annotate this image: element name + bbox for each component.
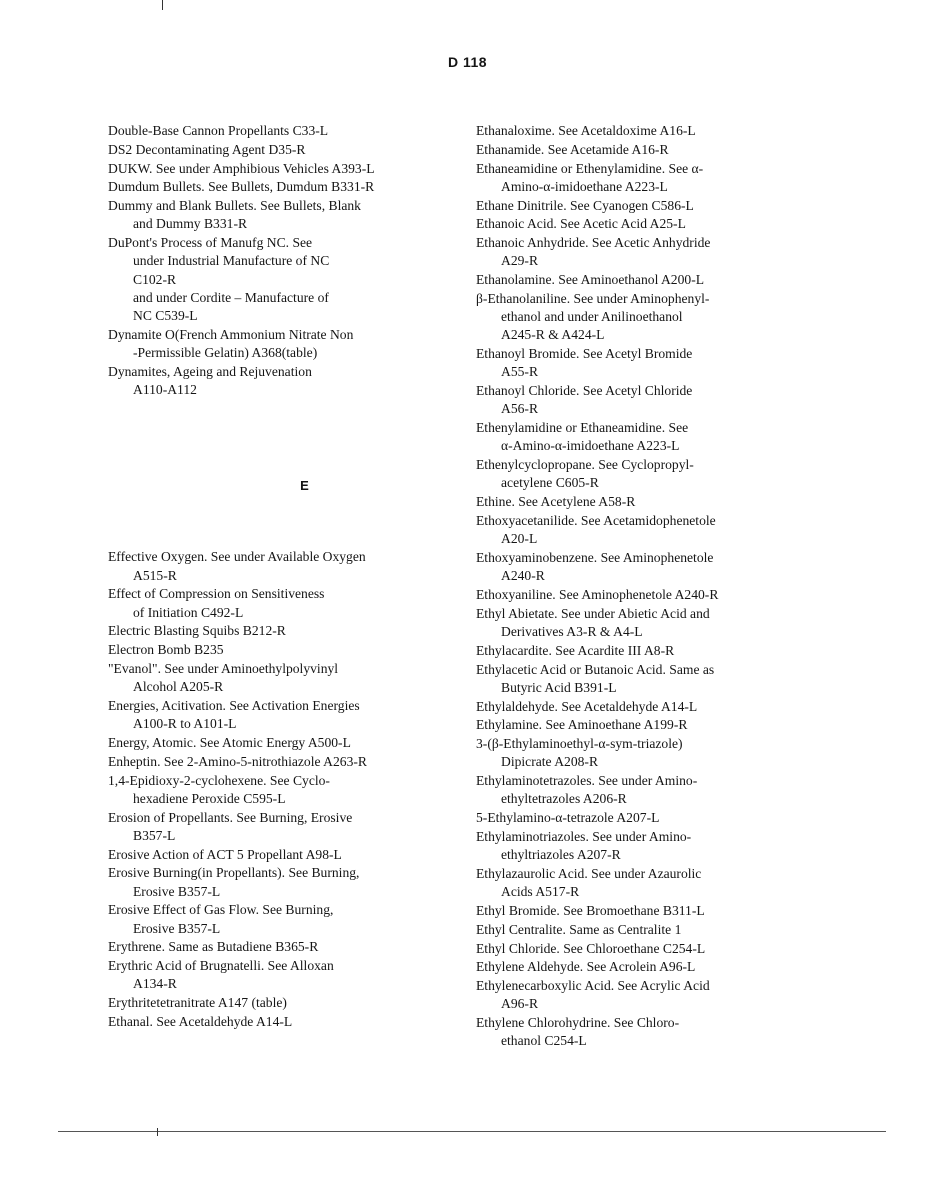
index-entry bbox=[476, 512, 806, 548]
index-entry-continuation: ethyltetrazoles A206-R bbox=[501, 791, 627, 807]
index-entry-continuation: and Dummy B331-R bbox=[133, 216, 248, 232]
index-entry-term: Ethanoyl Chloride. See Acetyl Chloride bbox=[476, 383, 693, 399]
index-entry bbox=[108, 697, 463, 733]
index-entry-term: Ethylamine. See Aminoethane A199-R bbox=[476, 717, 688, 733]
index-entry bbox=[476, 160, 806, 196]
index-entry-continuation: ethanol and under Anilinoethanol bbox=[501, 309, 683, 325]
index-entry-term: Ethyl Centralite. Same as Centralite 1 bbox=[476, 921, 682, 937]
index-entry-continuation: ethanol C254-L bbox=[501, 1033, 587, 1049]
index-entry-term: Effect of Compression on Sensitiveness bbox=[108, 586, 325, 602]
index-entry bbox=[108, 585, 463, 621]
index-entry-continuation: A515-R bbox=[133, 567, 177, 583]
index-entry-term: Energy, Atomic. See Atomic Energy A500-L bbox=[108, 735, 351, 750]
index-entry-term: Ethanal. See Acetaldehyde A14-L bbox=[108, 1013, 293, 1029]
index-entry-term: Ethyl Chloride. See Chloroethane C254-L bbox=[476, 940, 706, 956]
index-entries-d bbox=[108, 122, 463, 399]
index-entry-term: Erosion of Propellants. See Burning, Erosive bbox=[108, 809, 353, 825]
index-entry-term: Ethylene Aldehyde. See Acrolein A96-L bbox=[476, 959, 696, 975]
index-entry bbox=[476, 234, 806, 270]
index-entry bbox=[108, 178, 463, 196]
index-entry-term: Enheptin. See 2-Amino-5-nitrothiazole A263-R bbox=[108, 753, 367, 769]
index-entry-term: Ethanolamine. See Aminoethanol A200-L bbox=[476, 272, 705, 288]
index-entry-continuation: of Initiation C492-L bbox=[133, 604, 244, 620]
index-entry bbox=[476, 290, 806, 345]
index-entry-continuation: C102-R bbox=[133, 271, 177, 287]
index-entry bbox=[476, 902, 806, 920]
index-entry-continuation: A20-L bbox=[501, 531, 538, 547]
index-entry-term: 1,4-Epidioxy-2-cyclohexene. See Cyclo- bbox=[108, 772, 330, 788]
page-number-header: D 118 bbox=[447, 54, 488, 70]
section-letter-e: E bbox=[300, 478, 309, 494]
index-entry bbox=[476, 865, 806, 901]
index-entry bbox=[476, 1014, 806, 1050]
index-entry-term: Ethylazaurolic Acid. See under Azaurolic bbox=[476, 865, 702, 881]
index-entries-e bbox=[108, 548, 463, 1031]
index-entry-term: Ethylene Chlorohydrine. See Chloro- bbox=[476, 1015, 680, 1031]
index-entry bbox=[476, 940, 806, 958]
index-entry-term: Ethanoic Anhydride. See Acetic Anhydride bbox=[476, 235, 711, 251]
index-entry-term: Erosive Burning(in Propellants). See Burning, bbox=[108, 865, 360, 881]
index-entry-term: 5-Ethylamino-α-tetrazole A207-L bbox=[476, 810, 660, 826]
index-entry bbox=[108, 901, 463, 937]
index-entry-term: Ethenylamidine or Ethaneamidine. See bbox=[476, 420, 689, 436]
index-entry bbox=[476, 735, 806, 771]
index-entry bbox=[108, 957, 463, 993]
index-entry-continuation: Dipicrate A208-R bbox=[501, 754, 599, 770]
index-entry-term: Ethylaminotetrazoles. See under Amino- bbox=[476, 773, 698, 789]
index-entry-term: Electron Bomb B235 bbox=[108, 642, 224, 658]
index-entry bbox=[476, 661, 806, 697]
index-entry-term: Ethylacardite. See Acardite III A8-R bbox=[476, 642, 675, 658]
index-entry-continuation: Amino-α-imidoethane A223-L bbox=[501, 178, 668, 194]
index-entry-continuation: Alcohol A205-R bbox=[133, 679, 224, 695]
index-entry-term: Ethoxyacetanilide. See Acetamidophenetole bbox=[476, 512, 716, 528]
index-entry bbox=[476, 772, 806, 808]
index-entry bbox=[108, 734, 463, 752]
index-entry-continuation: A55-R bbox=[501, 364, 539, 380]
index-entry bbox=[108, 772, 463, 808]
index-entry-continuation: A29-R bbox=[501, 253, 539, 269]
index-entry-continuation: A240-R bbox=[501, 568, 545, 584]
index-entry-term: Erythritetetranitrate A147 (table) bbox=[108, 995, 287, 1011]
index-entry-continuation: Erosive B357-L bbox=[133, 883, 221, 899]
index-entry bbox=[108, 753, 463, 771]
left-column bbox=[108, 122, 463, 1032]
index-entry bbox=[108, 197, 463, 233]
index-entry-term: β-Ethanolaniline. See under Aminophenyl- bbox=[476, 290, 710, 306]
index-entry-term: Ethanamide. See Acetamide A16-R bbox=[476, 141, 669, 157]
index-entry bbox=[108, 846, 463, 864]
index-entry-term: Ethenylcyclopropane. See Cyclopropyl- bbox=[476, 457, 694, 473]
index-entry bbox=[108, 994, 463, 1012]
index-entry-continuation: Acids A517-R bbox=[501, 884, 580, 900]
index-entry bbox=[108, 938, 463, 956]
top-margin-mark bbox=[162, 0, 163, 10]
index-entry bbox=[476, 958, 806, 976]
index-entry-term: Ethanoyl Bromide. See Acetyl Bromide bbox=[476, 346, 693, 362]
index-entry-term: Erythrene. Same as Butadiene B365-R bbox=[108, 939, 319, 955]
index-entry-continuation: A100-R to A101-L bbox=[133, 716, 237, 732]
index-entry-term: Ethoxyaminobenzene. See Aminophenetole bbox=[476, 549, 714, 565]
index-entry bbox=[108, 1013, 463, 1031]
index-entry bbox=[476, 456, 806, 492]
index-entries-right bbox=[476, 122, 806, 1051]
index-entry-term: Erosive Action of ACT 5 Propellant A98-L bbox=[108, 846, 342, 862]
index-entry-term: Erythric Acid of Brugnatelli. See Alloxan bbox=[108, 958, 334, 974]
index-entry bbox=[476, 642, 806, 660]
index-entry-term: Ethanoic Acid. See Acetic Acid A25-L bbox=[476, 216, 686, 232]
index-entry-term: Dynamite O(French Ammonium Nitrate Non bbox=[108, 326, 354, 342]
index-entry-continuation: A96-R bbox=[501, 996, 539, 1012]
index-entry bbox=[108, 641, 463, 659]
index-entry-continuation: Butyric Acid B391-L bbox=[501, 679, 617, 695]
bottom-rule bbox=[58, 1131, 886, 1132]
index-entry-term: "Evanol". See under Aminoethylpolyvinyl bbox=[108, 661, 339, 676]
index-entry bbox=[108, 548, 463, 584]
index-entry bbox=[108, 160, 463, 178]
index-entry-term: 3-(β-Ethylaminoethyl-α-sym-triazole) bbox=[476, 736, 683, 752]
index-entry-term: Ethoxyaniline. See Aminophenetole A240-R bbox=[476, 586, 719, 602]
index-entry-continuation: α-Amino-α-imidoethane A223-L bbox=[501, 438, 680, 454]
index-entry-term: Ethine. See Acetylene A58-R bbox=[476, 494, 636, 510]
index-entry bbox=[476, 698, 806, 716]
index-entry bbox=[108, 122, 463, 140]
index-entry-term: Ethylaldehyde. See Acetaldehyde A14-L bbox=[476, 698, 698, 714]
index-entry bbox=[108, 809, 463, 845]
index-entry bbox=[476, 419, 806, 455]
index-entry-continuation: acetylene C605-R bbox=[501, 475, 599, 491]
index-entry bbox=[108, 141, 463, 159]
index-entry-term: Electric Blasting Squibs B212-R bbox=[108, 623, 286, 639]
index-entry bbox=[476, 215, 806, 233]
index-entry-term: Effective Oxygen. See under Available Oxygen bbox=[108, 549, 366, 565]
index-entry-term: Ethylaminotriazoles. See under Amino- bbox=[476, 828, 692, 844]
index-entry-term: Energies, Acitivation. See Activation Energies bbox=[108, 698, 360, 713]
index-entry bbox=[476, 977, 806, 1013]
index-entry-term: Ethyl Abietate. See under Abietic Acid and bbox=[476, 605, 710, 621]
index-entry-term: Ethaneamidine or Ethenylamidine. See α- bbox=[476, 160, 704, 176]
index-entry-continuation: ethyltriazoles A207-R bbox=[501, 847, 621, 863]
index-entry-continuation: A245-R & A424-L bbox=[501, 327, 605, 343]
index-entry-continuation: A110-A112 bbox=[133, 382, 197, 397]
index-entry-term: Ethylacetic Acid or Butanoic Acid. Same as bbox=[476, 661, 715, 677]
index-entry bbox=[476, 586, 806, 604]
index-entry bbox=[476, 493, 806, 511]
index-entry-continuation: A56-R bbox=[501, 401, 539, 417]
index-entry bbox=[476, 809, 806, 827]
index-entry-term: DS2 Decontaminating Agent D35-R bbox=[108, 141, 306, 157]
index-entry bbox=[476, 271, 806, 289]
index-entry bbox=[476, 122, 806, 140]
index-entry-continuation: hexadiene Peroxide C595-L bbox=[133, 790, 286, 806]
index-entry-continuation: Erosive B357-L bbox=[133, 920, 221, 936]
index-entry bbox=[476, 197, 806, 215]
index-entry-term: Dynamites, Ageing and Rejuvenation bbox=[108, 363, 312, 379]
index-entry bbox=[108, 622, 463, 640]
index-entry bbox=[476, 141, 806, 159]
index-entry bbox=[476, 716, 806, 734]
index-entry-term: DUKW. See under Amphibious Vehicles A393-L bbox=[108, 160, 375, 176]
right-column bbox=[476, 122, 806, 1051]
index-entry-term: Dumdum Bullets. See Bullets, Dumdum B331-R bbox=[108, 179, 375, 195]
index-entry bbox=[476, 605, 806, 641]
index-entry-term: Erosive Effect of Gas Flow. See Burning, bbox=[108, 902, 334, 918]
index-entry-term: DuPont's Process of Manufg NC. See bbox=[108, 235, 313, 251]
index-entry-term: Dummy and Blank Bullets. See Bullets, Blank bbox=[108, 198, 361, 214]
index-entry-continuation: under Industrial Manufacture of NC bbox=[133, 253, 330, 269]
index-entry bbox=[476, 828, 806, 864]
index-entry-term: Ethanaloxime. See Acetaldoxime A16-L bbox=[476, 123, 696, 138]
index-entry-continuation: and under Cordite – Manufacture of bbox=[133, 289, 329, 305]
index-entry bbox=[476, 921, 806, 939]
index-entry-term: Ethane Dinitrile. See Cyanogen C586-L bbox=[476, 197, 694, 213]
index-entry-term: Double-Base Cannon Propellants C33-L bbox=[108, 123, 329, 138]
bottom-margin-mark bbox=[157, 1128, 158, 1136]
index-entry bbox=[108, 326, 463, 362]
index-entry-continuation: Derivatives A3-R & A4-L bbox=[501, 623, 643, 639]
index-entry bbox=[108, 234, 463, 325]
index-entry bbox=[108, 660, 463, 696]
index-entry bbox=[476, 382, 806, 418]
index-entry bbox=[108, 363, 463, 399]
index-entry-continuation: A134-R bbox=[133, 976, 177, 992]
index-entry-term: Ethyl Bromide. See Bromoethane B311-L bbox=[476, 902, 705, 918]
index-entry-continuation: NC C539-L bbox=[133, 308, 198, 323]
index-entry bbox=[108, 864, 463, 900]
index-entry-continuation: B357-L bbox=[133, 827, 176, 843]
index-entry bbox=[476, 345, 806, 381]
index-entry bbox=[476, 549, 806, 585]
index-entry-term: Ethylenecarboxylic Acid. See Acrylic Acid bbox=[476, 978, 710, 994]
index-entry-continuation: -Permissible Gelatin) A368(table) bbox=[133, 345, 318, 360]
